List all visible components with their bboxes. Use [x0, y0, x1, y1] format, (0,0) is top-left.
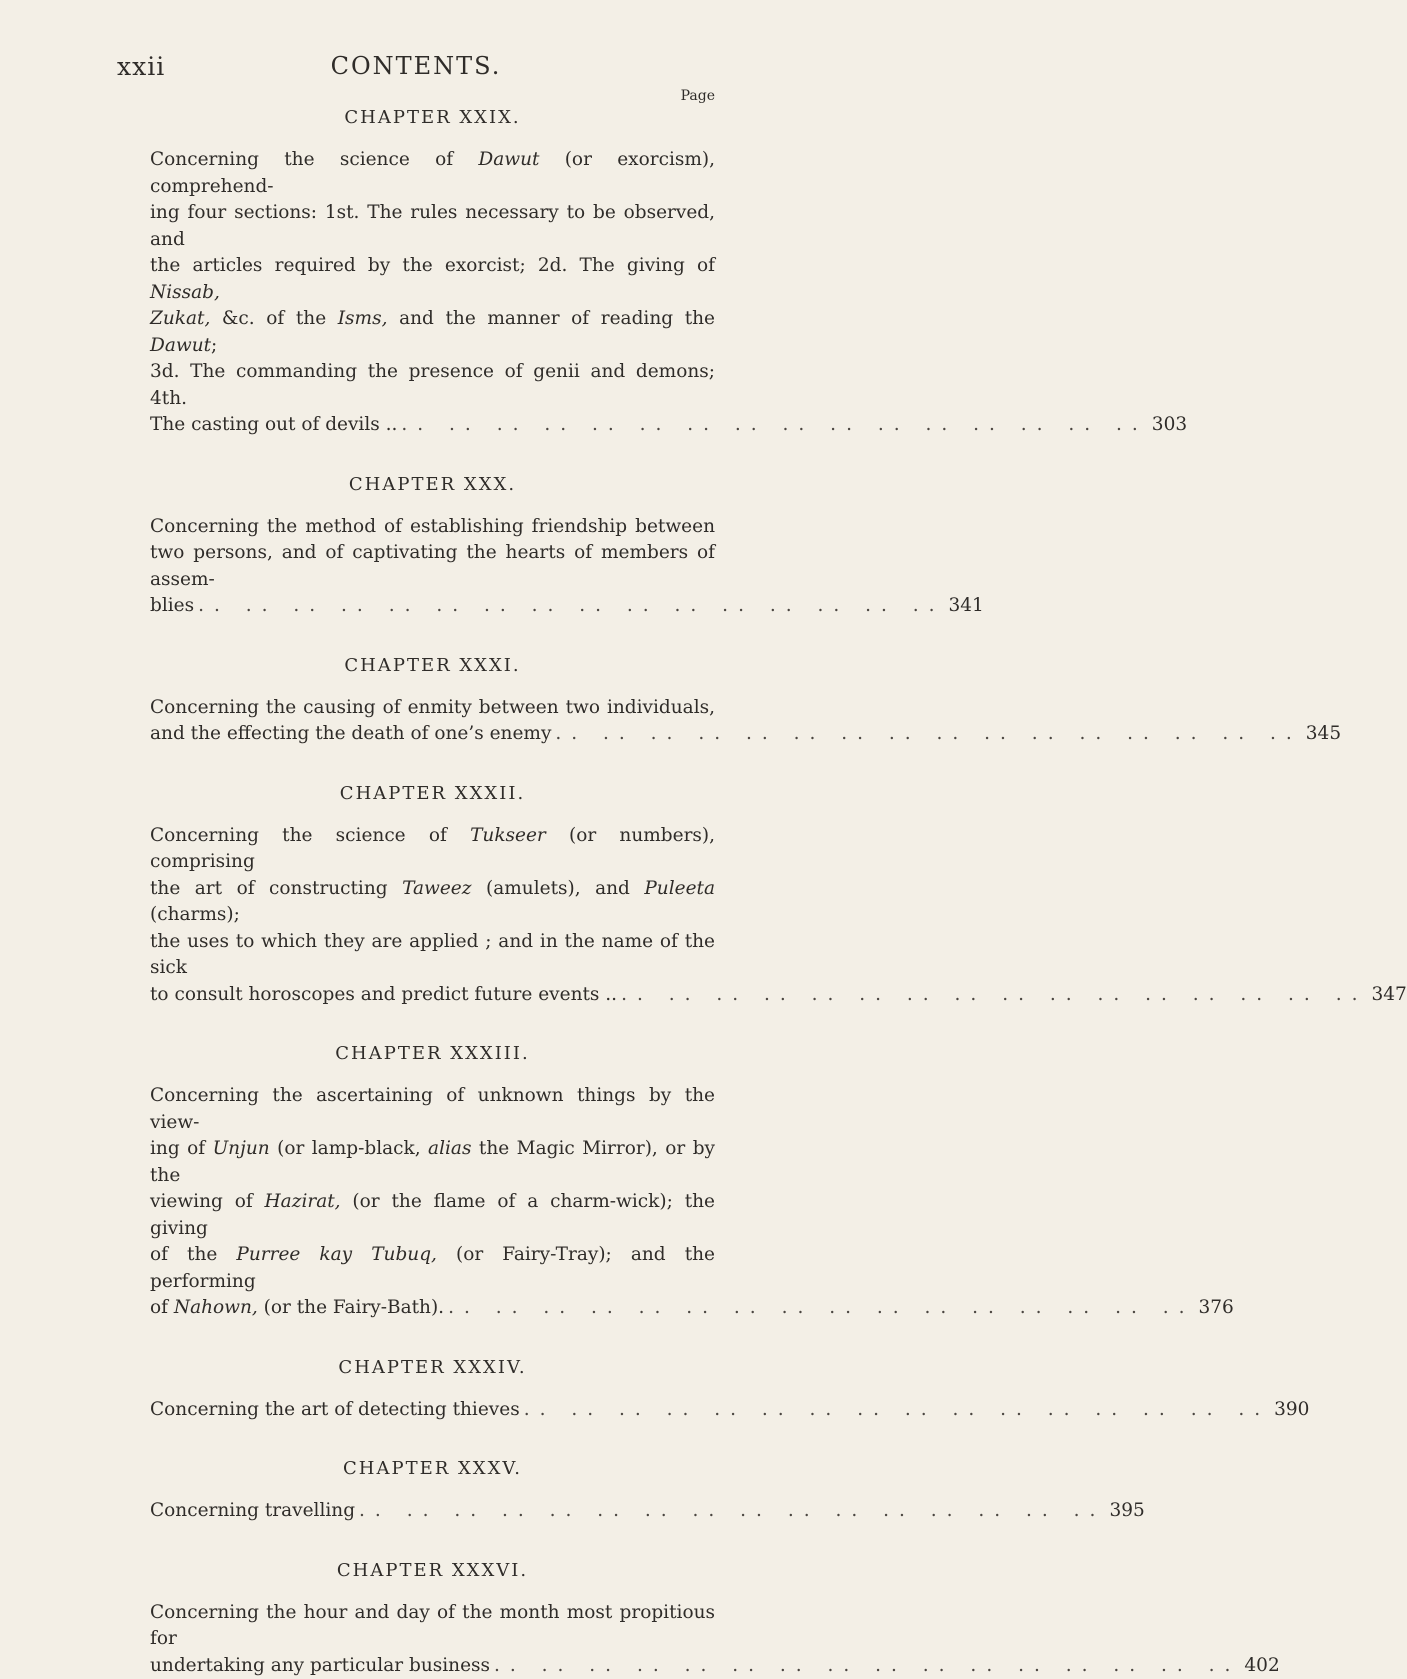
chapter-description-line: the uses to which they are applied ; and in the name of the sick	[150, 929, 715, 982]
chapter-description-end: blies	[150, 593, 194, 620]
chapter-description-line: Concerning the science of Dawut (or exorcism), comprehend-	[150, 147, 715, 200]
page-number: 341	[949, 593, 984, 620]
chapter-entry	[150, 1559, 715, 1679]
dot-leader: .. .. .. .. .. .. .. .. .. .. .. .. .. .. .. ..	[621, 982, 1367, 1009]
dot-leader: .. .. .. .. .. .. .. .. .. .. .. .. .. .. .. ..	[401, 412, 1147, 439]
chapter-description-line: the art of constructing Taweez (amulets), and Puleeta (charms);	[150, 876, 715, 929]
italic-term: Purree kay Tubuq,	[236, 1244, 437, 1265]
italic-term: Zukat,	[150, 308, 210, 329]
chapter-leader-line	[150, 721, 715, 748]
chapter-heading: CHAPTER XXXV.	[150, 1457, 715, 1481]
chapter-description-line: Zukat, &c. of the Isms, and the manner of reading the Dawut;	[150, 306, 715, 359]
chapter-description-end: and the effecting the death of one’s enemy	[150, 721, 551, 748]
page-number: 376	[1198, 1295, 1233, 1322]
chapter-leader-line	[150, 1653, 715, 1679]
chapter-description-line: ing four sections: 1st. The rules necessary to be observed, and	[150, 200, 715, 253]
chapter-description-end: undertaking any particular business	[150, 1653, 490, 1679]
chapter-heading: CHAPTER XXXI.	[150, 654, 715, 678]
page-column-label: Page	[681, 88, 715, 104]
chapter-description-line: the articles required by the exorcist; 2d. The giving of Nissab,	[150, 253, 715, 306]
italic-term: Tukseer	[470, 825, 546, 846]
chapter-entry	[150, 654, 715, 748]
chapter-description-line: ing of Unjun (or lamp-black, alias the Magic Mirror), or by the	[150, 1136, 715, 1189]
chapter-description-end: Concerning travelling	[150, 1498, 355, 1525]
italic-term: Nissab,	[150, 282, 220, 303]
dot-leader: .. .. .. .. .. .. .. .. .. .. .. .. .. .. .. ..	[555, 721, 1301, 748]
chapter-description-line: 3d. The commanding the presence of genii and demons; 4th.	[150, 359, 715, 412]
page-number: 402	[1244, 1653, 1279, 1679]
italic-term: Dawut	[150, 335, 211, 356]
chapter-leader-line	[150, 982, 715, 1009]
chapter-description-end: to consult horoscopes and predict future events ..	[150, 982, 617, 1009]
chapter-description-line: of the Purree kay Tubuq, (or Fairy-Tray); and the performing	[150, 1242, 715, 1295]
italic-term: Hazirat,	[265, 1191, 341, 1212]
chapter-description-end: The casting out of devils ..	[150, 412, 397, 439]
italic-term: Unjun	[213, 1138, 270, 1159]
chapter-heading: CHAPTER XXXIII.	[150, 1042, 715, 1066]
chapter-description-line: Concerning the science of Tukseer (or numbers), comprising	[150, 823, 715, 876]
dot-leader: .. .. .. .. .. .. .. .. .. .. .. .. .. .. .. ..	[494, 1653, 1240, 1679]
italic-term: alias	[428, 1138, 471, 1159]
page-number: 303	[1152, 412, 1187, 439]
dot-leader: .. .. .. .. .. .. .. .. .. .. .. .. .. .. .. ..	[359, 1498, 1105, 1525]
chapter-leader-line	[150, 593, 715, 620]
chapter-description-line: Concerning the ascertaining of unknown things by the view-	[150, 1083, 715, 1136]
chapter-heading: CHAPTER XXXVI.	[150, 1559, 715, 1583]
chapter-heading: CHAPTER XXIX.	[150, 106, 715, 130]
page-number: 347	[1371, 982, 1406, 1009]
chapter-leader-line	[150, 1397, 715, 1424]
italic-term: Isms,	[338, 308, 388, 329]
contents-page	[0, 0, 801, 1354]
dot-leader: .. .. .. .. .. .. .. .. .. .. .. .. .. .. .. ..	[524, 1397, 1270, 1424]
chapter-heading: CHAPTER XXXII.	[150, 782, 715, 806]
chapter-entry	[150, 1457, 715, 1525]
chapter-entry	[150, 473, 715, 620]
italic-term: Puleeta	[644, 878, 715, 899]
folio-number: xxii	[117, 52, 165, 81]
chapter-leader-line	[150, 1498, 715, 1525]
dot-leader: .. .. .. .. .. .. .. .. .. .. .. .. .. .. .. ..	[198, 593, 944, 620]
chapter-description-end: Concerning the art of detecting thieves	[150, 1397, 520, 1424]
contents-list	[150, 106, 715, 1679]
chapter-description-line: Concerning the method of establishing friendship between	[150, 514, 715, 541]
page-number: 395	[1109, 1498, 1144, 1525]
italic-term: Taweez	[402, 878, 471, 899]
italic-term: Dawut	[478, 149, 539, 170]
running-title: CONTENTS.	[117, 52, 715, 80]
chapter-description-line: Concerning the hour and day of the month most propitious for	[150, 1600, 715, 1653]
page-header	[117, 52, 715, 82]
italic-term: Nahown,	[174, 1297, 258, 1318]
page-number: 390	[1274, 1397, 1309, 1424]
chapter-description-line: Concerning the causing of enmity between two individuals,	[150, 695, 715, 722]
chapter-description-line: two persons, and of captivating the hearts of members of assem-	[150, 540, 715, 593]
chapter-description-end: of Nahown, (or the Fairy-Bath).	[150, 1295, 444, 1322]
chapter-leader-line	[150, 1295, 715, 1322]
chapter-description-line: viewing of Hazirat, (or the flame of a charm-wick); the giving	[150, 1189, 715, 1242]
chapter-entry	[150, 106, 715, 439]
chapter-entry	[150, 1356, 715, 1424]
chapter-entry	[150, 1042, 715, 1322]
chapter-heading: CHAPTER XXXIV.	[150, 1356, 715, 1380]
chapter-entry	[150, 782, 715, 1009]
dot-leader: .. .. .. .. .. .. .. .. .. .. .. .. .. .. .. ..	[448, 1295, 1194, 1322]
page-number: 345	[1306, 721, 1341, 748]
chapter-heading: CHAPTER XXX.	[150, 473, 715, 497]
chapter-leader-line	[150, 412, 715, 439]
